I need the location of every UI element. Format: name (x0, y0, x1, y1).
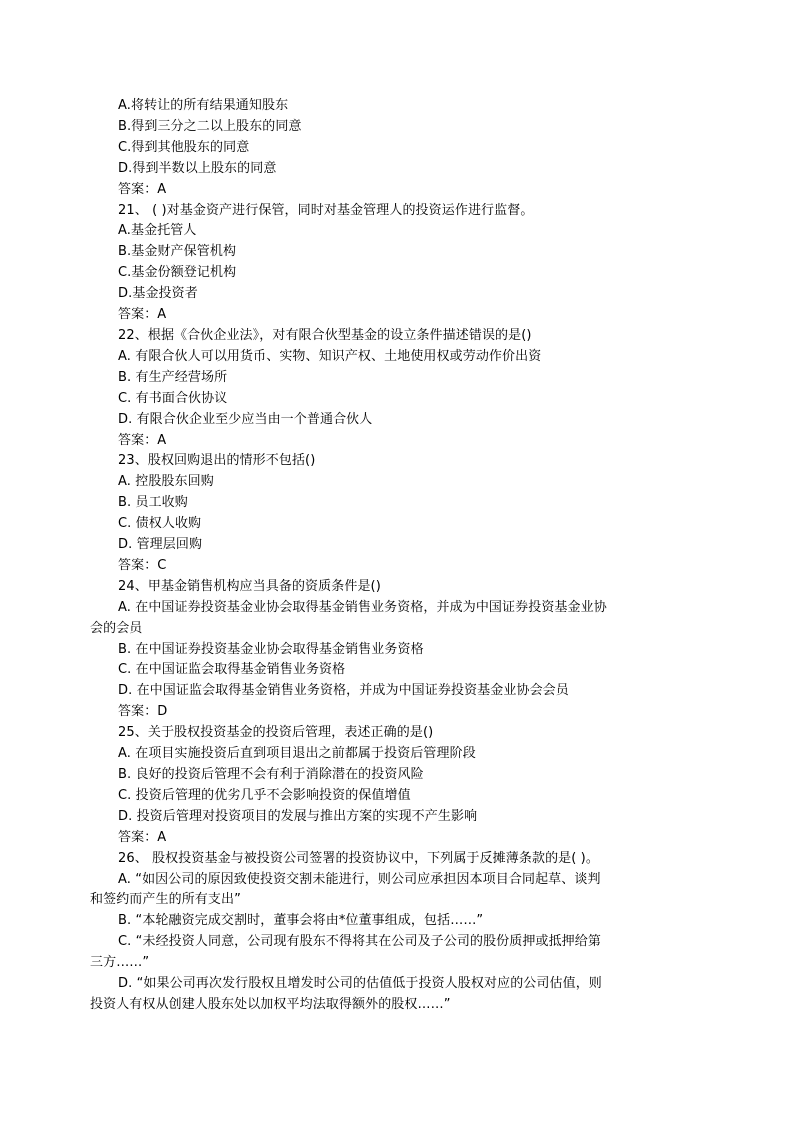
q25-question: 25、关于股权投资基金的投资后管理，表述正确的是() (118, 725, 434, 741)
q21-option-c: C.基金份额登记机构 (118, 265, 237, 281)
q22-option-b: B. 有生产经营场所 (118, 369, 228, 385)
q26-option-c-line2: 三方……” (90, 955, 150, 971)
q22-option-a: A. 有限合伙人可以用货币、实物、知识产权、土地使用权或劳动作价出资 (118, 348, 542, 364)
q20-option-c: C.得到其他股东的同意 (118, 139, 250, 155)
q24-option-a-line1: A. 在中国证券投资基金业协会取得基金销售业务资格，并成为中国证券投资基金业协 (118, 599, 607, 615)
q21-answer: 答案：A (118, 307, 167, 323)
q24-option-a-line2: 会的会员 (90, 620, 143, 636)
q25-answer: 答案：A (118, 829, 167, 845)
q24-question: 24、甲基金销售机构应当具备的资质条件是() (118, 578, 381, 594)
q22-question: 22、根据《合伙企业法》，对有限合伙型基金的设立条件描述错误的是() (118, 327, 532, 343)
q25-option-c: C. 投资后管理的优劣几乎不会影响投资的保值增值 (118, 787, 411, 803)
q21-question: 21、 ( )对基金资产进行保管，同时对基金管理人的投资运作进行监督。 (118, 202, 534, 218)
q21-option-b: B.基金财产保管机构 (118, 244, 237, 260)
q24-option-c: C. 在中国证监会取得基金销售业务资格 (118, 662, 346, 678)
q20-answer: 答案：A (118, 181, 167, 197)
q21-option-a: A.基金托管人 (118, 223, 197, 239)
q25-option-b: B. 良好的投资后管理不会有利于消除潜在的投资风险 (118, 767, 424, 782)
q26-question: 26、 股权投资基金与被投资公司签署的投资协议中，下列属于反摊薄条款的是( )。 (118, 850, 599, 866)
q23-option-d: D. 管理层回购 (118, 537, 203, 553)
q20-option-d: D.得到半数以上股东的同意 (118, 160, 277, 176)
q24-option-b: B. 在中国证券投资基金业协会取得基金销售业务资格 (118, 641, 424, 657)
q25-option-a: A. 在项目实施投资后直到项目退出之前都属于投资后管理阶段 (118, 746, 476, 762)
q22-answer: 答案：A (118, 432, 167, 448)
q23-option-a: A. 控股股东回购 (118, 474, 214, 490)
q22-option-d: D. 有限合伙企业至少应当由一个普通合伙人 (118, 411, 373, 427)
document-body (90, 96, 678, 1016)
q24-option-d: D. 在中国证监会取得基金销售业务资格，并成为中国证券投资基金业协会会员 (118, 683, 569, 699)
q25-option-d: D. 投资后管理对投资项目的发展与推出方案的实现不产生影响 (118, 808, 478, 824)
q26-option-d-line2: 投资人有权从创建人股东处以加权平均法取得额外的股权……” (90, 996, 451, 1012)
q23-option-b: B. 员工收购 (118, 495, 188, 511)
q20-option-b: B.得到三分之二以上股东的同意 (118, 118, 302, 134)
q20-option-a: A.将转让的所有结果通知股东 (118, 98, 289, 113)
q23-question: 23、股权回购退出的情形不包括() (118, 453, 316, 469)
q26-option-a-line1: A. “如因公司的原因致使投资交割未能进行，则公司应承担因本项目合同起草、谈判 (118, 871, 601, 887)
q23-answer: 答案：C (118, 557, 167, 573)
q26-option-d-line1: D. “如果公司再次发行股权且增发时公司的估值低于投资人股权对应的公司估值，则 (118, 976, 602, 992)
q22-option-c: C. 有书面合伙协议 (118, 390, 228, 406)
q23-option-c: C. 债权人收购 (118, 516, 202, 532)
q26-option-a-line2: 和签约而产生的所有支出” (90, 892, 241, 908)
q26-option-b: B. “本轮融资完成交割时，董事会将由*位董事组成，包括……” (118, 913, 484, 929)
q26-option-c-line1: C. “未经投资人同意，公司现有股东不得将其在公司及子公司的股份质押或抵押给第 (118, 934, 601, 950)
q24-answer: 答案：D (118, 704, 168, 720)
q21-option-d: D.基金投资者 (118, 286, 198, 302)
